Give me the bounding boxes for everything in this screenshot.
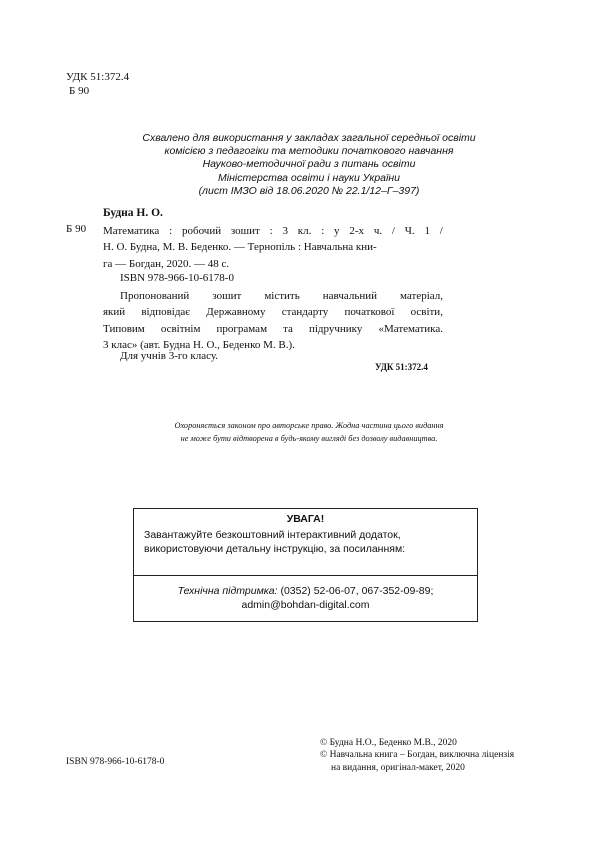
abstract-line-3 bbox=[103, 321, 443, 337]
text-word: матеріал, bbox=[400, 290, 443, 302]
text-word: зошит bbox=[230, 225, 260, 237]
text-word: 3 клас» (авт. Будна Н. О., Беденко М. В.). bbox=[103, 338, 295, 351]
support-email-link[interactable]: admin@bohdan-digital.com bbox=[241, 598, 370, 611]
attention-text bbox=[144, 529, 405, 556]
biblio-line-2 bbox=[103, 239, 443, 255]
ministry-approval-text bbox=[120, 132, 498, 198]
abstract-line-2 bbox=[103, 304, 443, 320]
tech-support bbox=[134, 585, 477, 612]
approval-line: Схвалено для використання у закладах загальної середньої освіти bbox=[142, 132, 476, 144]
copyright-notice bbox=[120, 419, 498, 445]
text-word: підручнику bbox=[308, 322, 363, 335]
text-word: зошит bbox=[212, 290, 242, 302]
biblio-line-3 bbox=[103, 256, 443, 272]
text-word: кл. bbox=[297, 225, 312, 237]
text-word: програмам bbox=[216, 322, 268, 335]
text-word: робочий bbox=[181, 225, 222, 237]
text-word: стандарту bbox=[281, 306, 329, 319]
text-word: Державному bbox=[206, 306, 266, 319]
text-word: освіти, bbox=[410, 306, 443, 319]
biblio-line-1 bbox=[103, 223, 443, 239]
text-word: / bbox=[391, 225, 395, 237]
text-word: : bbox=[269, 225, 273, 237]
approval-line: (лист ІМЗО від 18.06.2020 № 22.1/12–Г–397) bbox=[198, 184, 420, 197]
text-word: га — Богдан, 2020. — 48 с. bbox=[103, 257, 230, 270]
text-word: Математика bbox=[103, 225, 160, 237]
approval-line: Міністерства освіти і науки України bbox=[218, 171, 400, 184]
approval-line: Науково-методичної ради з питань освіти bbox=[202, 158, 416, 171]
text-word: 1 bbox=[424, 225, 430, 237]
rights-block bbox=[320, 737, 514, 774]
udk-code-top: УДК 51:372.4 bbox=[66, 71, 130, 83]
top-udk-block bbox=[66, 70, 129, 98]
support-phones: (0352) 52-06-07, 067-352-09-89; bbox=[277, 585, 434, 597]
audience-note: Для учнів 3-го класу. bbox=[120, 350, 218, 362]
attention-divider bbox=[134, 575, 477, 576]
catalog-isbn: ISBN 978-966-10-6178-0 bbox=[120, 272, 234, 284]
text-word: «Математика. bbox=[378, 322, 443, 335]
udk-code-bottom: УДК 51:372.4 bbox=[375, 362, 428, 372]
catalog-author: Будна Н. О. bbox=[103, 207, 163, 219]
attention-line: використовуючи детальну інструкцію, за посиланням: bbox=[144, 542, 406, 555]
text-word: освітнім bbox=[160, 322, 201, 335]
text-word: містить bbox=[264, 290, 300, 302]
text-word: Типовим bbox=[103, 322, 145, 335]
attention-line: Завантажуйте безкоштовний інтерактивний додаток, bbox=[144, 529, 401, 541]
copyright-line: Охороняється законом про авторське право. Жодна частина цього видання bbox=[174, 421, 444, 430]
text-word: у bbox=[334, 225, 340, 237]
approval-line: комісією з педагогіки та методики початкового навчання bbox=[164, 145, 454, 158]
rights-publisher: © Навчальна книга – Богдан, виключна ліцензія bbox=[320, 750, 515, 761]
text-word: Ч. bbox=[404, 225, 415, 237]
text-word: 2-х bbox=[349, 225, 365, 237]
text-word: : bbox=[169, 225, 173, 237]
text-word: 3 bbox=[282, 225, 288, 237]
text-word: Н. О. Будна, М. В. Беденко. — Тернопіль : Навчальна кни- bbox=[103, 241, 377, 254]
rights-license: на видання, оригінал-макет, 2020 bbox=[331, 762, 465, 773]
text-word: ч. bbox=[373, 225, 383, 237]
text-word: початкової bbox=[344, 306, 395, 319]
library-code-top: Б 90 bbox=[69, 85, 90, 97]
book-abstract bbox=[103, 288, 443, 353]
text-word: / bbox=[439, 225, 443, 237]
text-word: відповідає bbox=[141, 306, 191, 319]
support-label: Технічна підтримка: bbox=[177, 585, 278, 597]
isbn-bottom: ISBN 978-966-10-6178-0 bbox=[66, 757, 165, 767]
text-word: який bbox=[103, 306, 126, 319]
catalog-code: Б 90 bbox=[66, 223, 87, 235]
bibliographic-description bbox=[103, 223, 443, 272]
attention-box bbox=[133, 508, 478, 622]
text-word: та bbox=[283, 322, 293, 335]
text-word: Пропонований bbox=[120, 290, 190, 302]
attention-title: УВАГА! bbox=[286, 513, 325, 525]
text-word: навчальний bbox=[322, 290, 378, 302]
copyright-line: не може бути відтворена в будь-якому вигляді без дозволу видавництва. bbox=[180, 434, 438, 443]
rights-authors: © Будна Н.О., Беденко М.В., 2020 bbox=[320, 738, 457, 748]
text-word: : bbox=[321, 225, 325, 237]
abstract-line-1 bbox=[103, 288, 443, 304]
